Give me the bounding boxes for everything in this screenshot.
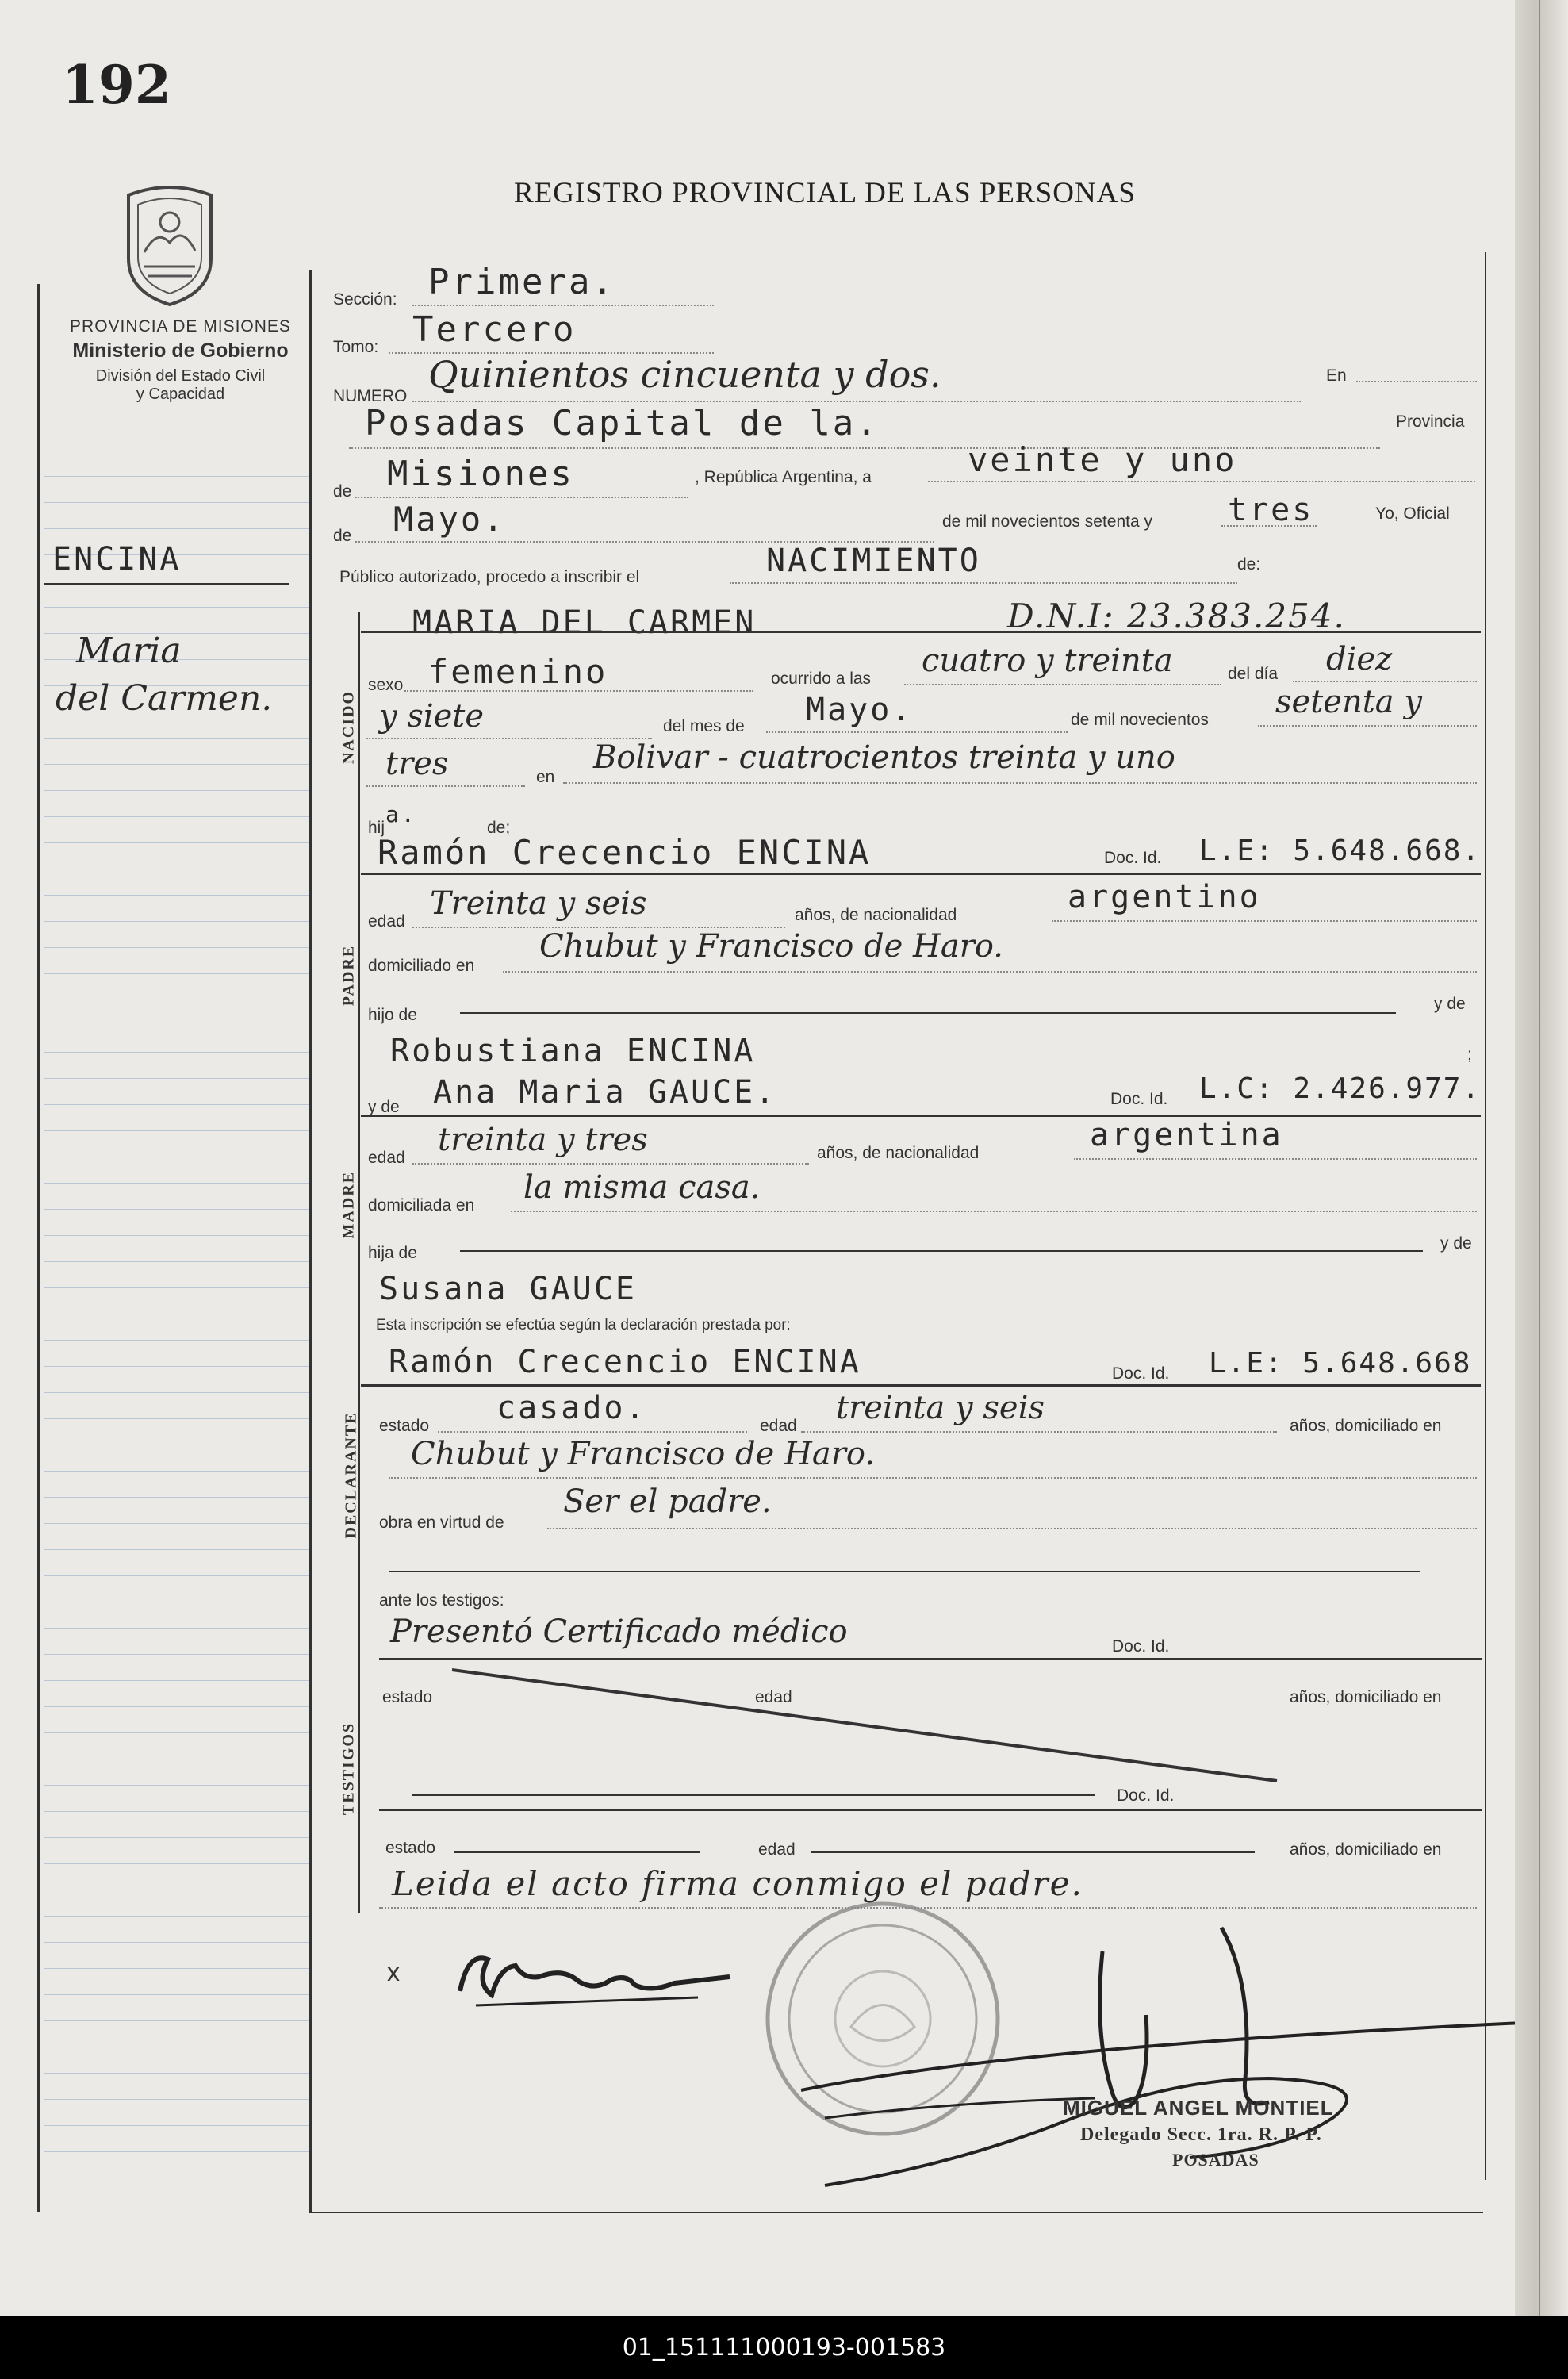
value-act: NACIMIENTO (766, 543, 981, 579)
margin-ruled-line (44, 2099, 309, 2100)
label-testigos-intro: ante los testigos: (379, 1591, 504, 1610)
label-testigos-domicilio: años, domiciliado en (1290, 1688, 1442, 1706)
label-publico: Público autorizado, procedo a inscribir el (339, 568, 640, 586)
nacido-dni: D.N.I: 23.383.254. (1007, 597, 1346, 635)
label-testigos-doc-2: Doc. Id. (1117, 1786, 1175, 1805)
section-label-nacido: NACIDO (339, 689, 358, 765)
margin-ruled-line (44, 1287, 309, 1288)
label-tomo: Tomo: (333, 338, 379, 356)
margin-ruled-line (44, 1366, 309, 1367)
margin-ruled-line (44, 1628, 309, 1629)
margin-ruled-line (44, 1680, 309, 1681)
padre-madre: Robustiana ENCINA (390, 1033, 756, 1069)
madre-edad: treinta y tres (438, 1122, 648, 1158)
label-declarante-doc: Doc. Id. (1112, 1364, 1170, 1383)
value-sexo: femenino (428, 652, 608, 691)
declarante-edad: treinta y seis (836, 1390, 1045, 1426)
officer-city: POSADAS (1172, 2150, 1259, 2170)
margin-ruled-line (44, 1523, 309, 1524)
value-mes: Mayo. (806, 692, 914, 728)
margin-ruled-line (44, 1471, 309, 1472)
label-del-dia: del día (1228, 665, 1279, 683)
value-province: Misiones (387, 454, 574, 494)
label-de-2: de (333, 527, 352, 545)
margin-ruled-line (44, 947, 309, 948)
margin-ruled-line (44, 921, 309, 922)
label-year: de mil novecientos setenta y (942, 512, 1152, 531)
label-testigos-edad-2: edad (758, 1840, 796, 1859)
value-place: Posadas Capital de la. (365, 403, 880, 443)
margin-ruled-line (44, 1209, 309, 1210)
label-padre-domicilio: domiciliado en (368, 957, 475, 975)
madre-madre: Susana GAUCE (379, 1271, 637, 1307)
margin-ruled-line (44, 502, 309, 503)
label-padre-y-de: y de (1434, 995, 1466, 1013)
margin-ruled-line (44, 1916, 309, 1917)
margin-ruled-line (44, 2125, 309, 2126)
value-anio-1: setenta y (1275, 684, 1422, 720)
value-lugar: Bolivar - cuatrocientos treinta y uno (593, 739, 1175, 776)
margin-ruled-line (44, 764, 309, 765)
label-provincia: Provincia (1396, 412, 1465, 431)
label-madre-y-de-2: y de (1440, 1234, 1472, 1253)
testigos-line1: Presentó Certificado médico (390, 1613, 848, 1650)
declarant-signature-icon (444, 1936, 746, 2023)
witness-strike-mark (444, 1662, 1285, 1789)
section-label-testigos: TESTIGOS (339, 1721, 358, 1816)
margin-ruled-line (44, 816, 309, 817)
padre-edad: Treinta y seis (430, 885, 647, 922)
margin-ruled-line (44, 738, 309, 739)
padre-domicilio: Chubut y Francisco de Haro. (539, 928, 1003, 965)
margin-ruled-line (44, 1183, 309, 1184)
value-seccion: Primera. (428, 262, 615, 302)
margin-ruled-line (44, 1732, 309, 1733)
label-padre-edad: edad (368, 912, 405, 930)
margin-ruled-line (44, 2151, 309, 2152)
label-declarante-estado: estado (379, 1417, 430, 1435)
signature-x-mark: x (387, 1958, 400, 1986)
margin-ruled-line (44, 476, 309, 477)
label-madre-edad: edad (368, 1149, 405, 1167)
section-label-padre: PADRE (339, 944, 358, 1007)
label-padre-nacionalidad: años, de nacionalidad (795, 906, 957, 924)
label-de-3: de: (1237, 555, 1261, 574)
value-year: tres (1228, 492, 1314, 528)
issuer-division-line1: División del Estado Civil (95, 367, 266, 385)
madre-doc: L.C: 2.426.977. (1199, 1072, 1482, 1105)
margin-ruled-line (44, 1392, 309, 1393)
margin-ruled-line (44, 1994, 309, 1995)
margin-ruled-line (44, 895, 309, 896)
label-madre-doc: Doc. Id. (1110, 1090, 1168, 1108)
label-madre-domicilio: domiciliada en (368, 1196, 475, 1214)
madre-name: Ana Maria GAUCE. (433, 1074, 777, 1111)
margin-given-name-line2: del Carmen. (56, 678, 273, 719)
label-testigos-estado-2: estado (385, 1839, 436, 1857)
margin-ruled-line (44, 973, 309, 974)
padre-name: Ramón Crecencio ENCINA (378, 833, 872, 872)
label-padre-doc: Doc. Id. (1104, 849, 1162, 867)
label-testigos-domicilio-2: años, domiciliado en (1290, 1840, 1442, 1859)
label-testigos-estado: estado (382, 1688, 433, 1706)
margin-ruled-line (44, 1261, 309, 1262)
margin-ruled-line (44, 1497, 309, 1498)
margin-ruled-line (44, 1575, 309, 1576)
padre-semicolon: ; (1467, 1046, 1472, 1064)
label-de: de (333, 482, 352, 501)
label-en-lugar: en (536, 768, 555, 786)
margin-ruled-line (44, 1811, 309, 1812)
label-madre-y-de: y de (368, 1098, 400, 1116)
margin-ruled-line (44, 842, 309, 843)
label-sexo: sexo (368, 676, 404, 694)
declarante-domicilio: Chubut y Francisco de Haro. (411, 1436, 875, 1472)
label-en: En (1326, 366, 1347, 385)
margin-ruled-line (44, 1706, 309, 1707)
value-day: veinte y uno (968, 440, 1237, 479)
value-dia-1: diez (1326, 641, 1393, 677)
margin-ruled-line (44, 790, 309, 791)
label-ocurrido: ocurrido a las (771, 670, 872, 688)
label-oficial: Yo, Oficial (1375, 505, 1450, 523)
document-title: REGISTRO PROVINCIAL DE LAS PERSONAS (514, 177, 1136, 209)
declarante-name: Ramón Crecencio ENCINA (389, 1344, 861, 1380)
margin-ruled-line (44, 1654, 309, 1655)
declarante-estado: casado. (496, 1390, 647, 1426)
label-mes: del mes de (663, 717, 745, 735)
madre-nacionalidad: argentina (1090, 1117, 1283, 1153)
section-label-declarante: DECLARANTE (342, 1411, 360, 1539)
label-madre-hija-de: hija de (368, 1244, 417, 1262)
label-declarante-intro: Esta inscripción se efectúa según la declaración prestada por: (376, 1317, 791, 1333)
value-month: Mayo. (393, 500, 506, 539)
margin-ruled-line (44, 1104, 309, 1105)
margin-ruled-line (44, 2020, 309, 2021)
margin-ruled-line (44, 1968, 309, 1969)
label-numero: NUMERO (333, 387, 408, 405)
margin-ruled-line (44, 1052, 309, 1053)
nacido-name: MARIA DEL CARMEN (412, 604, 757, 641)
declarante-doc: L.E: 5.648.668 (1209, 1347, 1472, 1379)
footer-file-id: 01_151111000193-001583 (0, 2316, 1568, 2379)
label-testigos-doc: Doc. Id. (1112, 1637, 1170, 1656)
margin-given-name-line1: Maria (76, 631, 182, 671)
value-anio-2: tres (385, 746, 449, 782)
margin-ruled-line (44, 528, 309, 529)
label-padre-hijo-de: hijo de (368, 1006, 417, 1024)
testigos-closing: Leida el acto firma conmigo el padre. (392, 1864, 1083, 1903)
margin-ruled-line (44, 1837, 309, 1838)
label-declarante-domicilio: años, domiciliado en (1290, 1417, 1442, 1435)
madre-domicilio: la misma casa. (523, 1169, 761, 1206)
value-numero: Quinientos cincuenta y dos. (428, 353, 941, 396)
label-testigos-edad: edad (755, 1688, 792, 1706)
padre-doc: L.E: 5.648.668. (1199, 835, 1482, 867)
margin-ruled-line (44, 1078, 309, 1079)
value-hijo: a. (385, 801, 417, 827)
margin-ruled-line (44, 1235, 309, 1236)
label-declarante-obra: obra en virtud de (379, 1514, 504, 1532)
label-seccion: Sección: (333, 290, 397, 309)
issuer-ministry: Ministerio de Gobierno (72, 340, 289, 362)
value-hora: cuatro y treinta (922, 643, 1173, 679)
label-hij: hij (368, 819, 385, 837)
officer-signature-icon (777, 1920, 1523, 2205)
officer-name: MIGUEL ANGEL MONTIEL (1063, 2096, 1334, 2120)
label-anio: de mil novecientos (1071, 711, 1209, 729)
margin-ruled-line (44, 1130, 309, 1131)
value-dia-2: y siete (379, 698, 485, 735)
issuer-province: PROVINCIA DE MISIONES (70, 317, 291, 336)
margin-surname: ENCINA (52, 541, 182, 577)
padre-nacionalidad: argentino (1068, 879, 1261, 915)
issuer-division-line2: y Capacidad (136, 386, 225, 403)
value-tomo: Tercero (412, 309, 577, 350)
margin-ruled-line (44, 1785, 309, 1786)
declarante-obra: Ser el padre. (563, 1483, 772, 1520)
margin-ruled-line (44, 1418, 309, 1419)
label-declarante-edad: edad (760, 1417, 797, 1435)
margin-ruled-line (44, 1863, 309, 1864)
label-madre-nacionalidad: años, de nacionalidad (817, 1144, 980, 1162)
officer-title: Delegado Secc. 1ra. R. P. P. (1080, 2124, 1322, 2145)
section-label-madre: MADRE (339, 1170, 358, 1239)
margin-ruled-line (44, 2073, 309, 2074)
label-de-padres: de; (487, 819, 511, 837)
margin-ruled-line (44, 1942, 309, 1943)
margin-ruled-line (44, 1340, 309, 1341)
page-number: 192 (62, 54, 171, 116)
margin-ruled-line (44, 607, 309, 608)
label-republica: , República Argentina, a (695, 468, 872, 486)
margin-ruled-line (44, 1549, 309, 1550)
provincial-seal-icon (117, 181, 222, 308)
